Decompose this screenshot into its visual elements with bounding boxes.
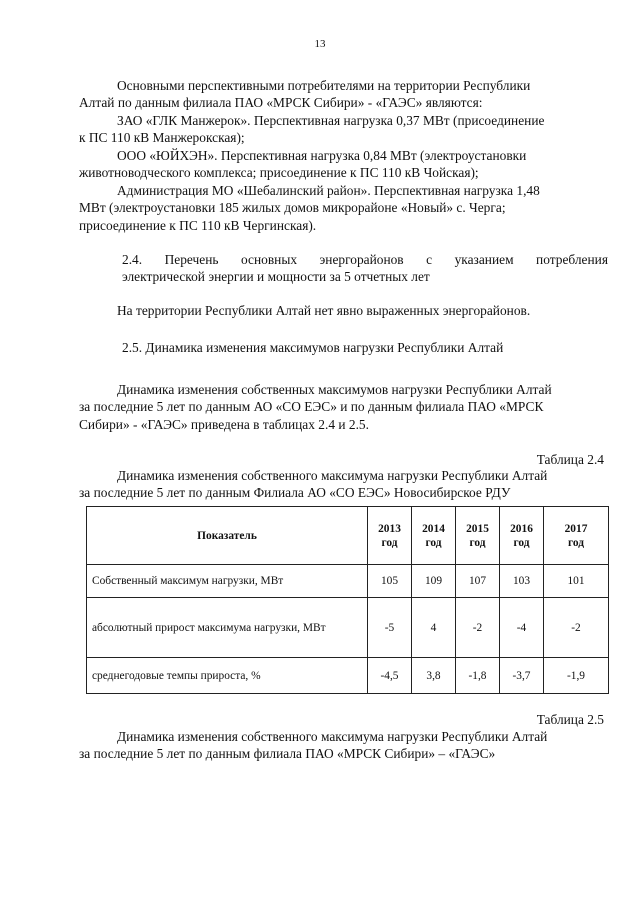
table-2-4-caption-line-2: за последние 5 лет по данным Филиала АО «СО ЕЭС» Новосибирское РДУ [79, 485, 511, 501]
section-2-5-text-line-2: за последние 5 лет по данным АО «СО ЕЭС» и по данным филиала ПАО «МРСК [79, 399, 544, 415]
cell-2016: 103 [500, 565, 544, 598]
cell-2015: -2 [456, 598, 500, 658]
row-label: абсолютный прирост максимума нагрузки, МВт [87, 598, 368, 658]
header-year-2013-unit: год [381, 536, 398, 549]
header-year-2015-unit: год [469, 536, 486, 549]
cell-2017: 101 [544, 565, 609, 598]
row-label: среднегодовые темпы прироста, % [87, 658, 368, 694]
cell-2016: -4 [500, 598, 544, 658]
cell-2013: -4,5 [368, 658, 412, 694]
consumer-item-2-line-2: животноводческого комплекса; присоединение к ПС 110 кВ Чойская); [79, 165, 479, 181]
consumer-item-1-line-1: ЗАО «ГЛК Манжерок». Перспективная нагрузка 0,37 МВт (присоединение [117, 113, 545, 128]
section-2-5-text-line-1: Динамика изменения собственных максимумов нагрузки Республики Алтай [117, 382, 552, 397]
consumers-intro [79, 77, 604, 112]
cell-2013: 105 [368, 565, 412, 598]
table-row [87, 658, 609, 694]
consumer-item-2 [79, 147, 604, 182]
consumer-item-3-line-1: Администрация МО «Шебалинский район». Перспективная нагрузка 1,48 [117, 183, 540, 198]
page-number: 13 [314, 38, 326, 50]
consumer-item-3-line-2: МВт (электроустановки 185 жилых домов микрорайоне «Новый» с. Черга; [79, 200, 506, 216]
header-year-2017 [544, 507, 609, 565]
header-year-2016-value: 2016 [510, 522, 533, 535]
header-year-2015-value: 2015 [466, 522, 489, 535]
table-row [87, 598, 609, 658]
consumers-intro-line-1: Основными перспективными потребителями на территории Республики [117, 78, 531, 93]
consumer-item-2-line-1: ООО «ЮЙХЭН». Перспективная нагрузка 0,84 МВт (электроустановки [117, 148, 527, 163]
header-year-2017-unit: год [567, 536, 585, 549]
cell-2014: 3,8 [412, 658, 456, 694]
section-2-5-text-line-3: Сибири» - «ГАЭС» приведена в таблицах 2.4 и 2.5. [79, 416, 369, 432]
header-year-2014 [412, 507, 456, 565]
header-indicator: Показатель [87, 507, 368, 565]
header-year-2014-value: 2014 [422, 522, 445, 535]
section-2-5-heading: 2.5. Динамика изменения максимумов нагрузки Республики Алтай [122, 340, 504, 355]
table-2-5-caption-line-2: за последние 5 лет по данным филиала ПАО «МРСК Сибири» – «ГАЭС» [79, 746, 496, 762]
section-2-5-text [79, 381, 604, 433]
table-2-5-caption [79, 728, 604, 763]
section-2-4-heading [122, 251, 608, 286]
consumer-item-3 [79, 182, 604, 234]
cell-2014: 109 [412, 565, 456, 598]
table-row [87, 565, 609, 598]
table-2-4 [86, 506, 609, 694]
header-year-2013-value: 2013 [378, 522, 401, 535]
header-year-2014-unit: год [425, 536, 442, 549]
header-year-2016-unit: год [513, 536, 530, 549]
table-2-4-caption [79, 467, 604, 502]
header-year-2016 [500, 507, 544, 565]
section-2-4-heading-line-1: 2.4. Перечень основных энергорайонов с указанием потребления [122, 252, 608, 267]
consumer-item-1 [79, 112, 604, 147]
table-header-row [87, 507, 609, 565]
table-2-5-label: Таблица 2.5 [536, 712, 604, 727]
cell-2017: -1,9 [544, 658, 609, 694]
header-year-2013 [368, 507, 412, 565]
cell-2016: -3,7 [500, 658, 544, 694]
section-2-4-text: На территории Республики Алтай нет явно выраженных энергорайонов. [117, 303, 531, 318]
section-2-4-heading-line-2: электрической энергии и мощности за 5 отчетных лет [122, 269, 430, 285]
consumer-item-1-line-2: к ПС 110 кВ Манжерокская); [79, 130, 245, 146]
cell-2017: -2 [544, 598, 609, 658]
cell-2015: -1,8 [456, 658, 500, 694]
table-2-4-label: Таблица 2.4 [536, 452, 604, 467]
header-year-2015 [456, 507, 500, 565]
consumers-intro-line-2: Алтай по данным филиала ПАО «МРСК Сибири» - «ГАЭС» являются: [79, 95, 483, 111]
table-2-5-caption-line-1: Динамика изменения собственного максимума нагрузки Республики Алтай [117, 729, 548, 744]
table-2-4-caption-line-1: Динамика изменения собственного максимума нагрузки Республики Алтай [117, 468, 548, 483]
cell-2014: 4 [412, 598, 456, 658]
row-label: Собственный максимум нагрузки, МВт [87, 565, 368, 598]
consumer-item-3-line-3: присоединение к ПС 110 кВ Чергинская). [79, 217, 317, 233]
header-year-2017-value: 2017 [564, 522, 588, 535]
cell-2015: 107 [456, 565, 500, 598]
cell-2013: -5 [368, 598, 412, 658]
